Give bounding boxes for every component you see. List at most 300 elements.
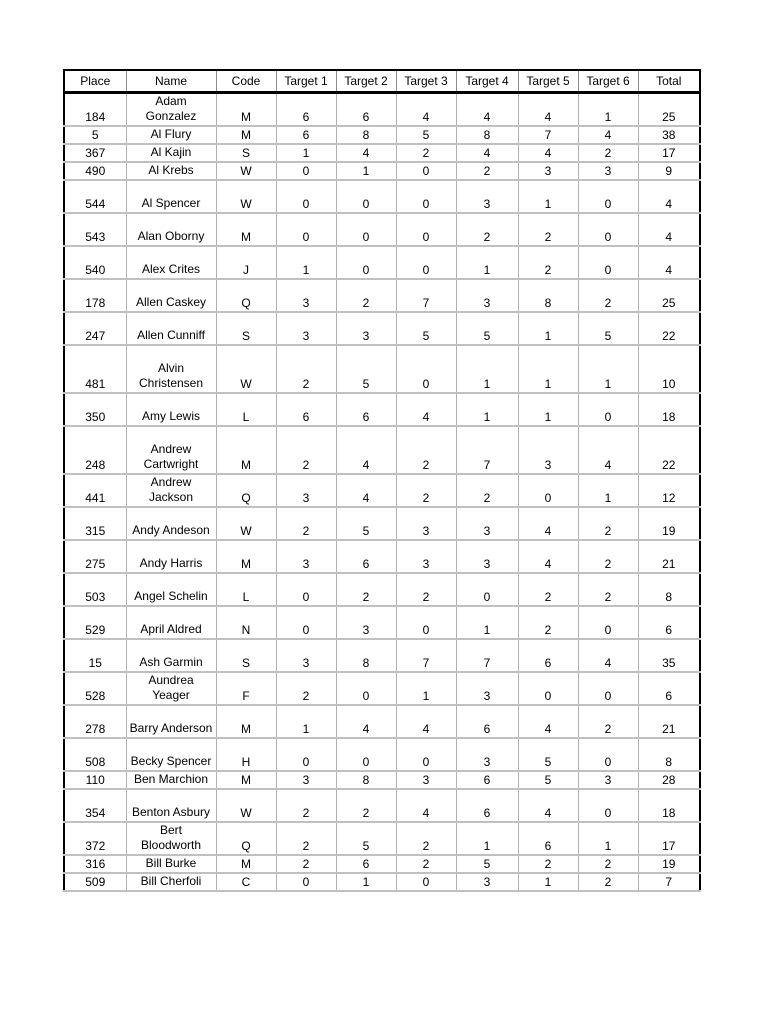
cell-target-3: 7 [396, 639, 456, 672]
cell-target-5: 4 [518, 705, 578, 738]
cell-place: 354 [64, 789, 126, 822]
cell-target-2: 1 [336, 162, 396, 180]
table-row [64, 822, 700, 855]
cell-target-3: 0 [396, 162, 456, 180]
cell-target-6: 1 [578, 93, 638, 127]
cell-total: 7 [638, 873, 700, 891]
cell-total: 25 [638, 93, 700, 127]
table-row [64, 345, 700, 393]
cell-total: 18 [638, 789, 700, 822]
cell-target-5: 1 [518, 345, 578, 393]
cell-total: 21 [638, 705, 700, 738]
cell-target-3: 3 [396, 540, 456, 573]
cell-target-6: 4 [578, 639, 638, 672]
cell-target-4: 3 [456, 873, 518, 891]
cell-target-2: 4 [336, 144, 396, 162]
cell-code: Q [216, 474, 276, 507]
cell-target-3: 0 [396, 873, 456, 891]
cell-name: Alan Oborny [126, 213, 216, 246]
cell-name: Becky Spencer [126, 738, 216, 771]
cell-target-3: 7 [396, 279, 456, 312]
cell-name: Ash Garmin [126, 639, 216, 672]
table-row [64, 573, 700, 606]
cell-target-6: 2 [578, 873, 638, 891]
cell-target-2: 0 [336, 738, 396, 771]
cell-target-2: 5 [336, 822, 396, 855]
cell-target-2: 2 [336, 789, 396, 822]
cell-target-2: 0 [336, 672, 396, 705]
table-row [64, 639, 700, 672]
cell-target-2: 2 [336, 573, 396, 606]
cell-place: 275 [64, 540, 126, 573]
cell-total: 19 [638, 855, 700, 873]
cell-target-1: 2 [276, 426, 336, 474]
cell-target-5: 7 [518, 126, 578, 144]
cell-target-4: 6 [456, 771, 518, 789]
cell-place: 315 [64, 507, 126, 540]
cell-target-3: 2 [396, 822, 456, 855]
cell-target-2: 8 [336, 771, 396, 789]
cell-place: 508 [64, 738, 126, 771]
cell-code: W [216, 162, 276, 180]
cell-target-6: 0 [578, 789, 638, 822]
cell-name: Andrew Cartwright [126, 426, 216, 474]
cell-target-6: 2 [578, 144, 638, 162]
cell-target-6: 1 [578, 822, 638, 855]
table-row [64, 126, 700, 144]
cell-target-3: 0 [396, 738, 456, 771]
cell-name: Andy Harris [126, 540, 216, 573]
cell-target-1: 1 [276, 246, 336, 279]
cell-code: L [216, 393, 276, 426]
cell-target-5: 5 [518, 738, 578, 771]
header-target-3: Target 3 [396, 70, 456, 93]
cell-total: 18 [638, 393, 700, 426]
cell-target-6: 3 [578, 771, 638, 789]
cell-code: H [216, 738, 276, 771]
cell-target-5: 4 [518, 789, 578, 822]
cell-code: S [216, 639, 276, 672]
header-place: Place [64, 70, 126, 93]
cell-target-2: 0 [336, 246, 396, 279]
cell-total: 25 [638, 279, 700, 312]
cell-target-5: 0 [518, 672, 578, 705]
cell-target-4: 3 [456, 540, 518, 573]
cell-total: 4 [638, 246, 700, 279]
table-body [64, 93, 700, 892]
cell-target-1: 0 [276, 606, 336, 639]
cell-total: 22 [638, 426, 700, 474]
header-name: Name [126, 70, 216, 93]
cell-target-2: 8 [336, 639, 396, 672]
cell-target-2: 1 [336, 873, 396, 891]
cell-target-3: 2 [396, 855, 456, 873]
cell-target-2: 6 [336, 393, 396, 426]
cell-target-4: 3 [456, 507, 518, 540]
header-code: Code [216, 70, 276, 93]
cell-name: Al Spencer [126, 180, 216, 213]
cell-code: W [216, 345, 276, 393]
cell-name: Allen Cunniff [126, 312, 216, 345]
cell-place: 248 [64, 426, 126, 474]
cell-target-1: 0 [276, 873, 336, 891]
cell-target-4: 3 [456, 738, 518, 771]
cell-total: 21 [638, 540, 700, 573]
cell-target-3: 0 [396, 606, 456, 639]
cell-target-1: 0 [276, 213, 336, 246]
cell-target-1: 6 [276, 126, 336, 144]
cell-target-4: 2 [456, 213, 518, 246]
cell-target-5: 8 [518, 279, 578, 312]
cell-name: Barry Anderson [126, 705, 216, 738]
cell-target-6: 0 [578, 606, 638, 639]
cell-target-2: 4 [336, 474, 396, 507]
cell-code: J [216, 246, 276, 279]
cell-place: 481 [64, 345, 126, 393]
cell-name: Adam Gonzalez [126, 93, 216, 127]
cell-target-4: 1 [456, 822, 518, 855]
cell-name: Benton Asbury [126, 789, 216, 822]
cell-place: 543 [64, 213, 126, 246]
cell-target-2: 0 [336, 180, 396, 213]
cell-target-3: 2 [396, 144, 456, 162]
cell-target-6: 0 [578, 738, 638, 771]
table-row [64, 312, 700, 345]
cell-target-6: 4 [578, 426, 638, 474]
cell-code: Q [216, 279, 276, 312]
cell-target-4: 3 [456, 672, 518, 705]
cell-target-3: 5 [396, 126, 456, 144]
cell-target-3: 0 [396, 345, 456, 393]
cell-target-5: 1 [518, 393, 578, 426]
cell-target-3: 1 [396, 672, 456, 705]
table-row [64, 279, 700, 312]
cell-name: Bill Burke [126, 855, 216, 873]
cell-place: 544 [64, 180, 126, 213]
cell-target-5: 6 [518, 639, 578, 672]
cell-total: 17 [638, 822, 700, 855]
cell-target-1: 3 [276, 540, 336, 573]
cell-target-5: 5 [518, 771, 578, 789]
cell-target-3: 4 [396, 705, 456, 738]
cell-code: M [216, 213, 276, 246]
cell-place: 178 [64, 279, 126, 312]
header-target-5: Target 5 [518, 70, 578, 93]
cell-place: 372 [64, 822, 126, 855]
cell-target-2: 5 [336, 507, 396, 540]
cell-name: Al Krebs [126, 162, 216, 180]
cell-total: 6 [638, 606, 700, 639]
cell-target-5: 1 [518, 312, 578, 345]
cell-target-3: 2 [396, 573, 456, 606]
cell-code: Q [216, 822, 276, 855]
table-row [64, 672, 700, 705]
cell-name: Bill Cherfoli [126, 873, 216, 891]
cell-place: 490 [64, 162, 126, 180]
cell-target-4: 1 [456, 606, 518, 639]
table-header [64, 70, 700, 93]
cell-code: M [216, 771, 276, 789]
cell-target-6: 1 [578, 474, 638, 507]
cell-target-6: 2 [578, 573, 638, 606]
cell-code: F [216, 672, 276, 705]
cell-place: 247 [64, 312, 126, 345]
cell-target-5: 4 [518, 93, 578, 127]
cell-total: 19 [638, 507, 700, 540]
cell-target-3: 5 [396, 312, 456, 345]
cell-name: Alex Crites [126, 246, 216, 279]
cell-place: 367 [64, 144, 126, 162]
cell-target-2: 2 [336, 279, 396, 312]
cell-target-4: 2 [456, 162, 518, 180]
cell-place: 441 [64, 474, 126, 507]
cell-target-5: 2 [518, 213, 578, 246]
cell-target-4: 5 [456, 312, 518, 345]
cell-target-2: 4 [336, 705, 396, 738]
cell-code: M [216, 126, 276, 144]
table-row [64, 873, 700, 891]
cell-target-2: 0 [336, 213, 396, 246]
cell-target-2: 5 [336, 345, 396, 393]
cell-target-6: 5 [578, 312, 638, 345]
cell-total: 8 [638, 738, 700, 771]
cell-name: Andrew Jackson [126, 474, 216, 507]
cell-target-3: 3 [396, 507, 456, 540]
cell-target-1: 0 [276, 738, 336, 771]
table-row [64, 180, 700, 213]
cell-name: Ben Marchion [126, 771, 216, 789]
cell-target-5: 2 [518, 573, 578, 606]
cell-place: 503 [64, 573, 126, 606]
cell-code: W [216, 507, 276, 540]
table-row [64, 771, 700, 789]
cell-place: 15 [64, 639, 126, 672]
cell-target-2: 6 [336, 855, 396, 873]
cell-target-1: 0 [276, 180, 336, 213]
cell-place: 316 [64, 855, 126, 873]
table-row [64, 213, 700, 246]
table-row [64, 540, 700, 573]
cell-name: April Aldred [126, 606, 216, 639]
cell-name: Allen Caskey [126, 279, 216, 312]
cell-target-4: 7 [456, 426, 518, 474]
cell-total: 12 [638, 474, 700, 507]
header-target-1: Target 1 [276, 70, 336, 93]
cell-total: 8 [638, 573, 700, 606]
cell-target-1: 0 [276, 573, 336, 606]
cell-total: 22 [638, 312, 700, 345]
cell-target-6: 0 [578, 180, 638, 213]
cell-code: S [216, 144, 276, 162]
cell-place: 509 [64, 873, 126, 891]
cell-target-5: 2 [518, 246, 578, 279]
table-row [64, 246, 700, 279]
cell-name: Al Kajin [126, 144, 216, 162]
cell-total: 35 [638, 639, 700, 672]
cell-code: L [216, 573, 276, 606]
cell-target-3: 2 [396, 426, 456, 474]
cell-code: M [216, 426, 276, 474]
cell-code: N [216, 606, 276, 639]
cell-total: 10 [638, 345, 700, 393]
table-row [64, 426, 700, 474]
cell-target-4: 7 [456, 639, 518, 672]
cell-target-4: 1 [456, 345, 518, 393]
table-row [64, 162, 700, 180]
cell-target-5: 2 [518, 606, 578, 639]
cell-target-5: 0 [518, 474, 578, 507]
cell-total: 4 [638, 180, 700, 213]
cell-place: 529 [64, 606, 126, 639]
table-row [64, 474, 700, 507]
cell-code: W [216, 180, 276, 213]
cell-target-6: 4 [578, 126, 638, 144]
cell-target-2: 3 [336, 606, 396, 639]
cell-target-6: 0 [578, 393, 638, 426]
cell-place: 278 [64, 705, 126, 738]
cell-target-1: 3 [276, 771, 336, 789]
cell-target-5: 6 [518, 822, 578, 855]
header-target-4: Target 4 [456, 70, 518, 93]
cell-code: M [216, 855, 276, 873]
cell-target-2: 6 [336, 540, 396, 573]
cell-code: M [216, 93, 276, 127]
cell-name: Al Flury [126, 126, 216, 144]
cell-target-4: 2 [456, 474, 518, 507]
cell-target-3: 3 [396, 771, 456, 789]
cell-target-1: 2 [276, 855, 336, 873]
table-row [64, 606, 700, 639]
cell-place: 5 [64, 126, 126, 144]
cell-target-6: 2 [578, 540, 638, 573]
cell-target-5: 2 [518, 855, 578, 873]
cell-target-4: 1 [456, 246, 518, 279]
header-total: Total [638, 70, 700, 93]
table-row [64, 507, 700, 540]
cell-target-4: 1 [456, 393, 518, 426]
cell-target-1: 3 [276, 279, 336, 312]
cell-target-3: 4 [396, 93, 456, 127]
cell-target-2: 4 [336, 426, 396, 474]
cell-code: S [216, 312, 276, 345]
cell-target-2: 8 [336, 126, 396, 144]
cell-target-5: 3 [518, 162, 578, 180]
cell-total: 38 [638, 126, 700, 144]
cell-target-3: 2 [396, 474, 456, 507]
table-row [64, 738, 700, 771]
cell-total: 28 [638, 771, 700, 789]
cell-name: Aundrea Yeager [126, 672, 216, 705]
cell-name: Angel Schelin [126, 573, 216, 606]
cell-total: 17 [638, 144, 700, 162]
cell-place: 110 [64, 771, 126, 789]
cell-target-1: 2 [276, 822, 336, 855]
cell-target-1: 1 [276, 705, 336, 738]
cell-target-6: 2 [578, 705, 638, 738]
cell-target-1: 6 [276, 93, 336, 127]
cell-target-5: 4 [518, 507, 578, 540]
cell-target-5: 4 [518, 144, 578, 162]
cell-target-6: 0 [578, 213, 638, 246]
header-target-2: Target 2 [336, 70, 396, 93]
cell-target-6: 3 [578, 162, 638, 180]
cell-target-4: 6 [456, 789, 518, 822]
header-row [64, 70, 700, 93]
cell-total: 6 [638, 672, 700, 705]
cell-target-1: 3 [276, 474, 336, 507]
cell-total: 4 [638, 213, 700, 246]
cell-target-5: 1 [518, 180, 578, 213]
cell-place: 350 [64, 393, 126, 426]
cell-code: W [216, 789, 276, 822]
header-target-6: Target 6 [578, 70, 638, 93]
cell-target-6: 2 [578, 507, 638, 540]
cell-target-1: 2 [276, 507, 336, 540]
cell-place: 540 [64, 246, 126, 279]
cell-name: Andy Andeson [126, 507, 216, 540]
cell-total: 9 [638, 162, 700, 180]
cell-target-6: 2 [578, 279, 638, 312]
cell-code: M [216, 705, 276, 738]
cell-name: Amy Lewis [126, 393, 216, 426]
cell-target-1: 2 [276, 345, 336, 393]
cell-place: 528 [64, 672, 126, 705]
cell-target-1: 2 [276, 789, 336, 822]
cell-code: C [216, 873, 276, 891]
cell-target-5: 1 [518, 873, 578, 891]
table-row [64, 705, 700, 738]
cell-name: Alvin Christensen [126, 345, 216, 393]
cell-target-1: 0 [276, 162, 336, 180]
cell-code: M [216, 540, 276, 573]
score-table [63, 69, 701, 892]
table-row [64, 393, 700, 426]
cell-target-6: 0 [578, 672, 638, 705]
cell-target-4: 4 [456, 144, 518, 162]
cell-target-6: 1 [578, 345, 638, 393]
cell-target-4: 3 [456, 180, 518, 213]
cell-target-4: 8 [456, 126, 518, 144]
cell-target-1: 6 [276, 393, 336, 426]
cell-target-1: 2 [276, 672, 336, 705]
table-row [64, 93, 700, 127]
cell-target-6: 0 [578, 246, 638, 279]
cell-target-2: 6 [336, 93, 396, 127]
cell-name: Bert Bloodworth [126, 822, 216, 855]
cell-target-3: 4 [396, 393, 456, 426]
table-row [64, 789, 700, 822]
cell-target-4: 4 [456, 93, 518, 127]
table-row [64, 855, 700, 873]
cell-target-5: 4 [518, 540, 578, 573]
cell-target-1: 1 [276, 144, 336, 162]
cell-target-2: 3 [336, 312, 396, 345]
cell-target-5: 3 [518, 426, 578, 474]
cell-target-3: 4 [396, 789, 456, 822]
cell-target-4: 3 [456, 279, 518, 312]
cell-target-4: 0 [456, 573, 518, 606]
cell-target-3: 0 [396, 180, 456, 213]
cell-target-4: 5 [456, 855, 518, 873]
table-row [64, 144, 700, 162]
cell-target-1: 3 [276, 639, 336, 672]
cell-place: 184 [64, 93, 126, 127]
cell-target-1: 3 [276, 312, 336, 345]
cell-target-6: 2 [578, 855, 638, 873]
cell-target-3: 0 [396, 246, 456, 279]
cell-target-3: 0 [396, 213, 456, 246]
cell-target-4: 6 [456, 705, 518, 738]
